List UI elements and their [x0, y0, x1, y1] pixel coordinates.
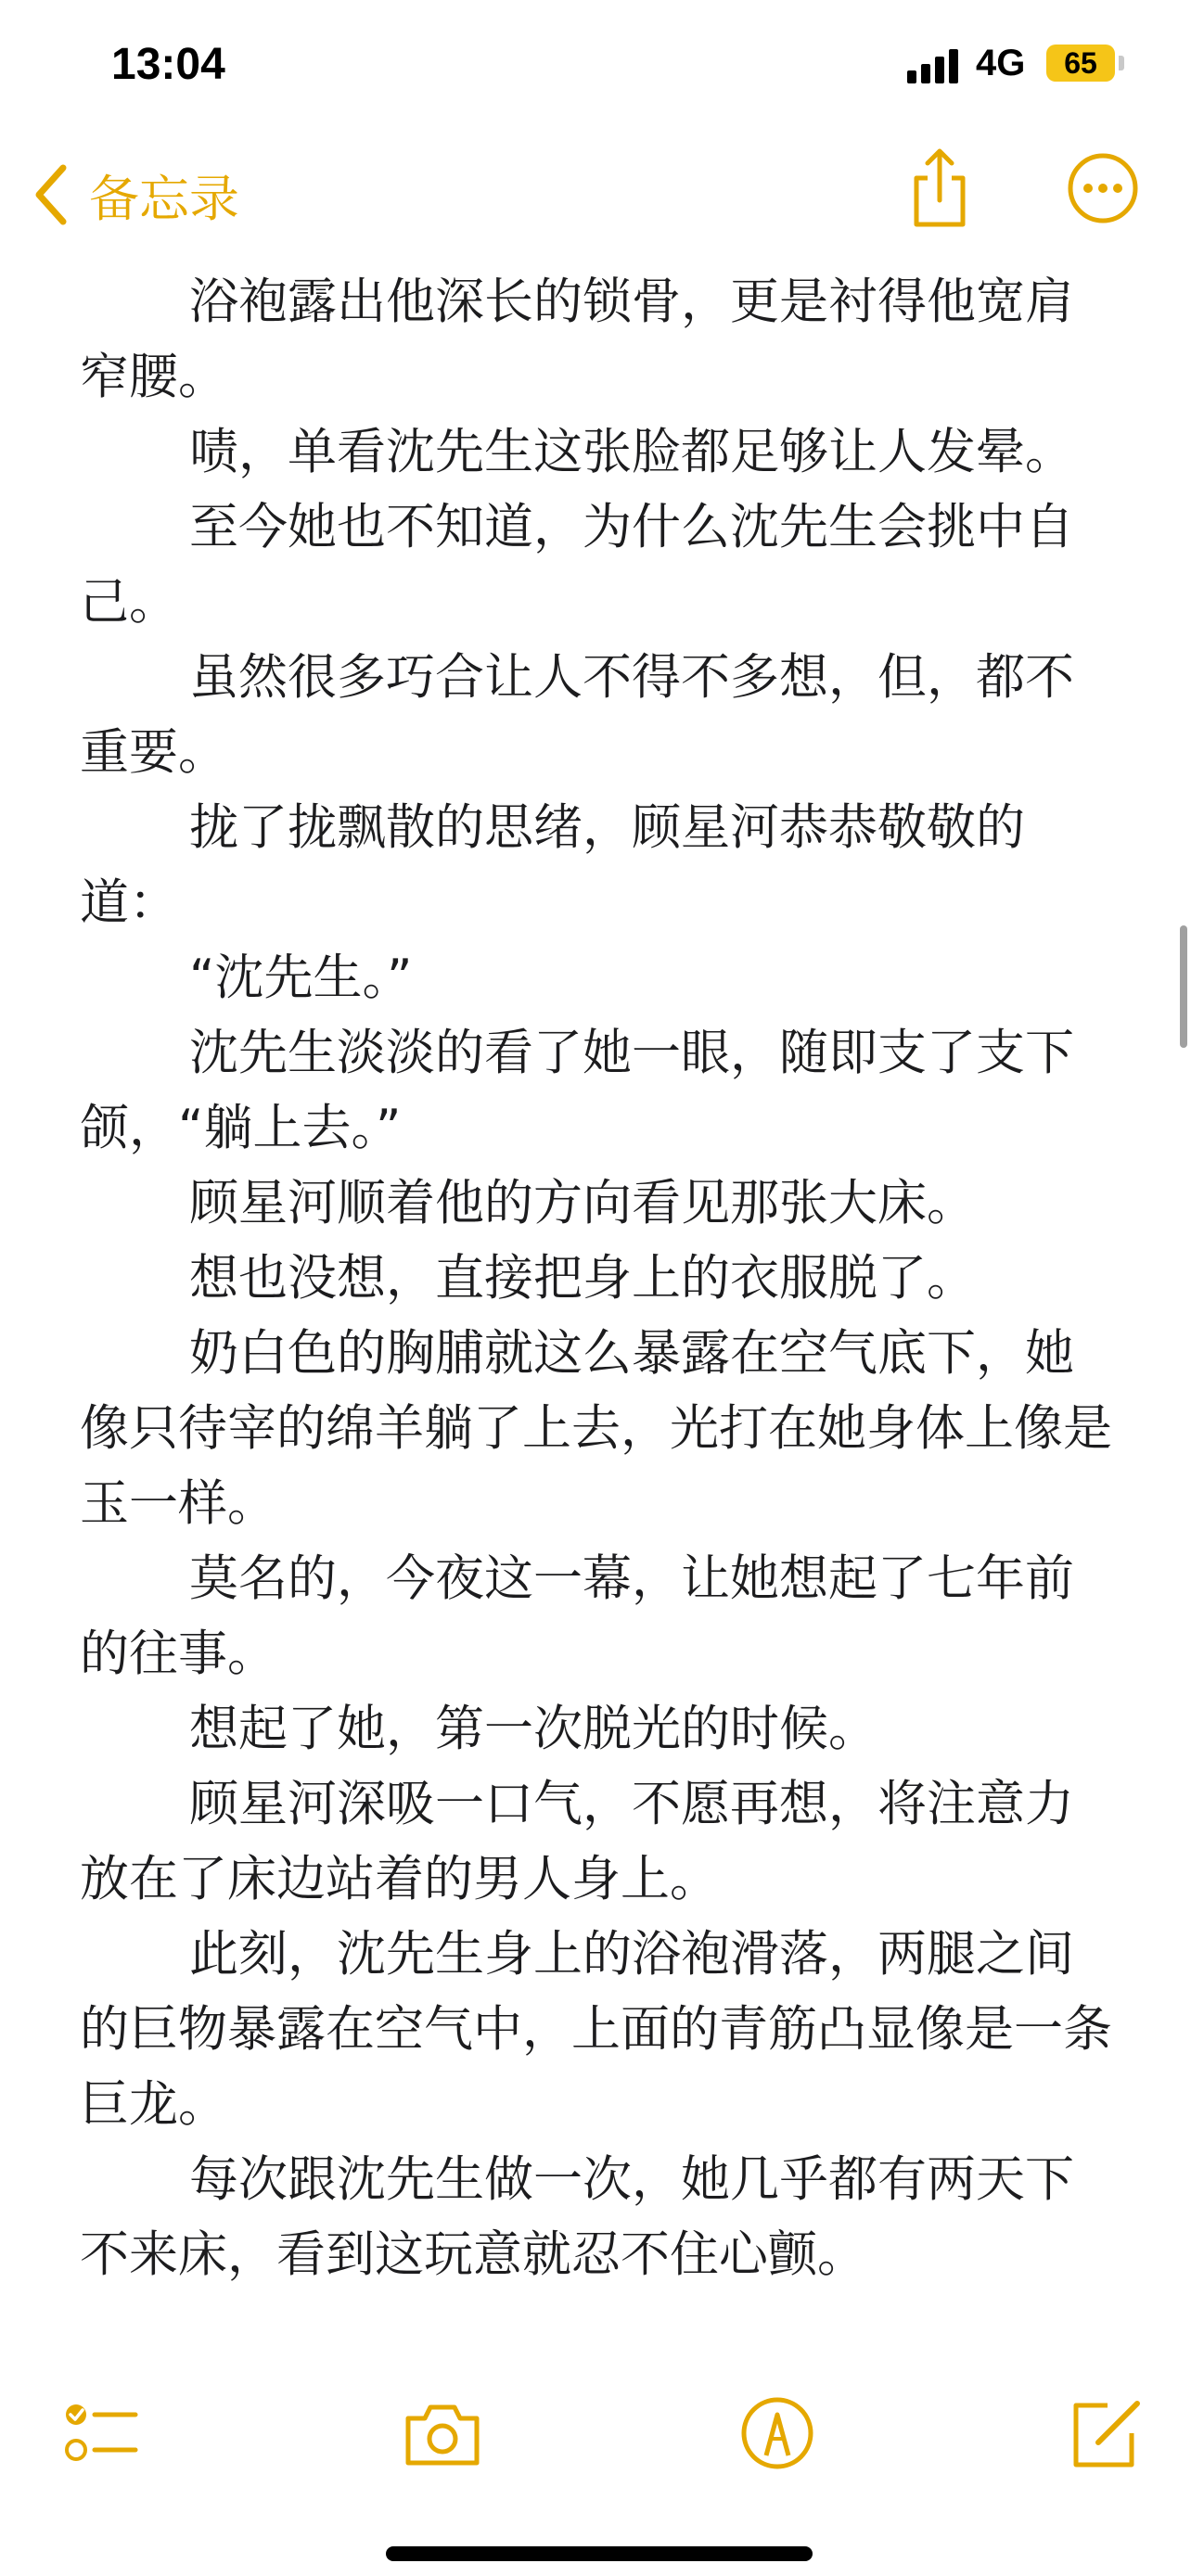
battery-tip [1119, 56, 1124, 70]
note-paragraph: 拢了拢飘散的思绪，顾星河恭恭敬敬的道： [80, 799, 1025, 931]
note-body[interactable] [80, 264, 1119, 2292]
network-type: 4G [976, 43, 1026, 83]
note-paragraph: 每次跟沈先生做一次，她几乎都有两天下不来床，看到这玩意就忍不住心颤。 [80, 2151, 1074, 2283]
note-paragraph: 沈先生淡淡的看了她一眼，随即支了支下颌，“躺上去。” [80, 1025, 1074, 1156]
note-paragraph: 莫名的，今夜这一幕，让她想起了七年前的往事。 [80, 1550, 1074, 1682]
home-indicator[interactable] [386, 2546, 813, 2561]
note-paragraph: 顾星河深吸一口气，不愿再想，将注意力放在了床边站着的男人身上。 [80, 1776, 1074, 1907]
status-bar [0, 0, 1191, 139]
back-label: 备忘录 [89, 169, 239, 228]
more-options-icon[interactable] [1067, 152, 1139, 224]
note-paragraph: 顾星河顺着他的方向看见那张大床。 [189, 1175, 976, 1231]
note-paragraph: 虽然很多巧合让人不得不多想，但，都不重要。 [80, 649, 1074, 781]
battery-icon: 65 [1046, 45, 1115, 82]
share-icon[interactable] [907, 147, 972, 230]
cellular-signal-icon [907, 48, 963, 83]
note-paragraph: 奶白色的胸脯就这么暴露在空气底下，她像只待宰的绵羊躺了上去，光打在她身体上像是玉一样。 [80, 1325, 1112, 1532]
note-paragraph: 浴袍露出他深长的锁骨，更是衬得他宽肩窄腰。 [80, 274, 1074, 405]
nav-bar [0, 139, 1191, 250]
note-paragraph: “沈先生。” [189, 950, 413, 1006]
chevron-left-icon [33, 162, 70, 227]
markup-pen-icon[interactable] [738, 2394, 816, 2472]
status-time: 13:04 [111, 40, 225, 89]
checklist-icon[interactable] [61, 2394, 139, 2472]
compose-icon[interactable] [1067, 2394, 1145, 2472]
camera-icon[interactable] [401, 2394, 484, 2472]
back-button[interactable] [33, 158, 239, 232]
note-paragraph: 此刻，沈先生身上的浴袍滑落，两腿之间的巨物暴露在空气中，上面的青筋凸显像是一条巨龙。 [80, 1926, 1112, 2133]
note-paragraph: 至今她也不知道，为什么沈先生会挑中自己。 [80, 499, 1074, 631]
note-paragraph: 啧，单看沈先生这张脸都足够让人发晕。 [189, 424, 1074, 480]
bottom-toolbar [0, 2374, 1191, 2494]
note-paragraph: 想起了她，第一次脱光的时候。 [189, 1701, 877, 1757]
note-paragraph: 想也没想，直接把身上的衣服脱了。 [189, 1250, 976, 1307]
scroll-indicator[interactable] [1180, 925, 1187, 1048]
